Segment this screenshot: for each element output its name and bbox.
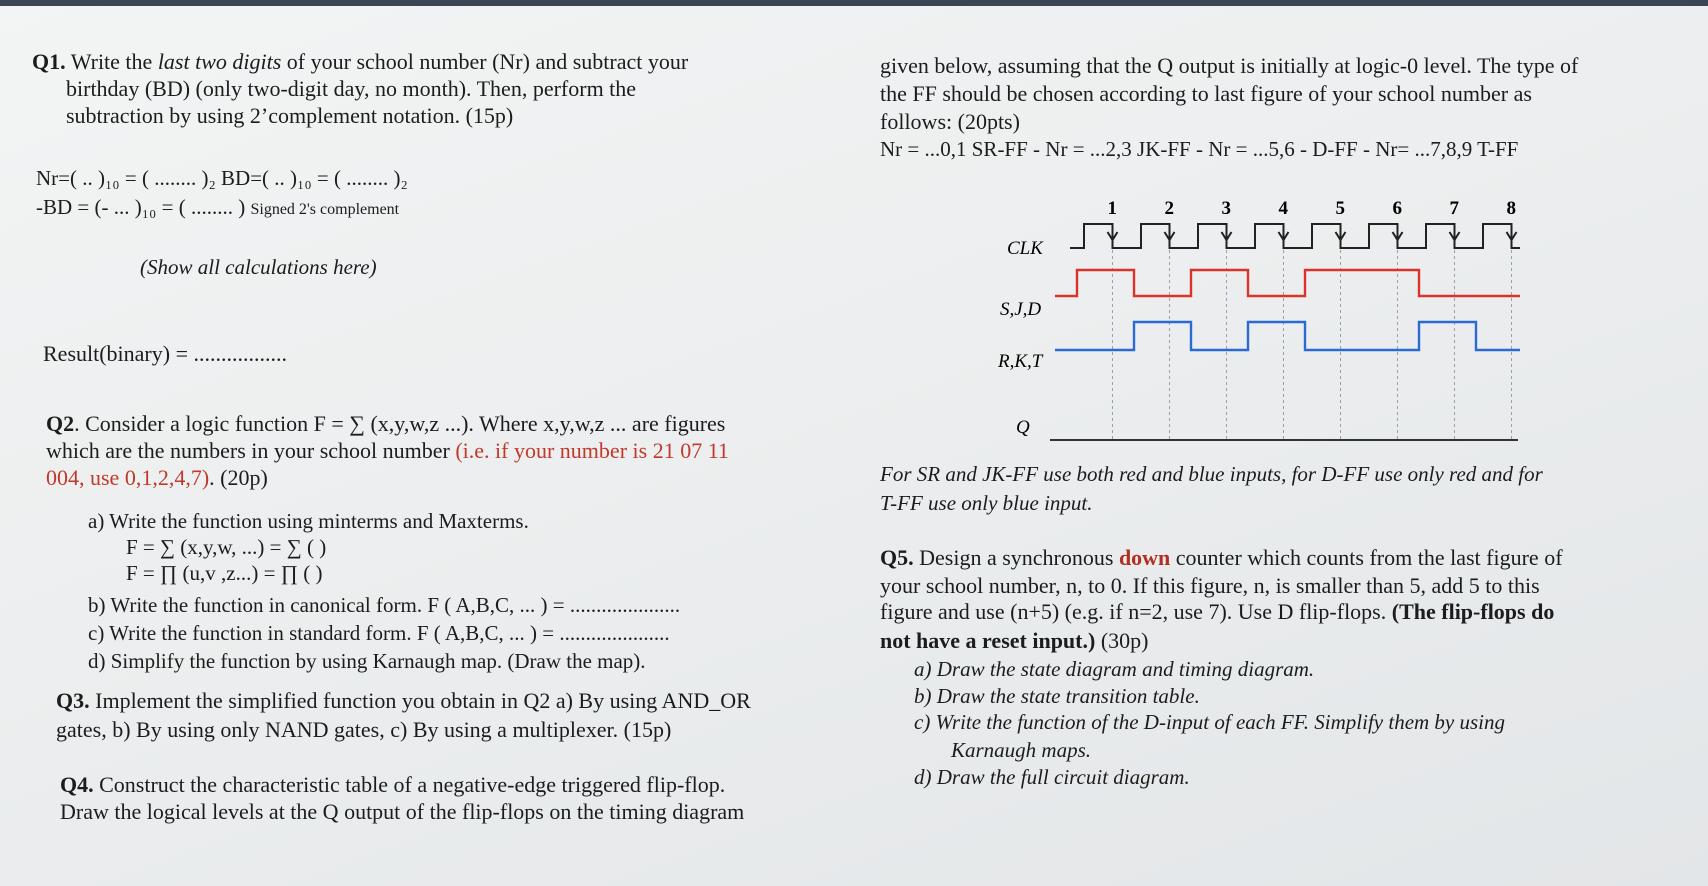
q4-label: Q4. — [60, 772, 94, 797]
q2-part-d: d) Simplify the function by using Karnaugh map. (Draw the map). — [88, 649, 646, 673]
q1-minus-bd-equation: -BD = (- ... )₁₀ = ( ........ ) Signed 2's complement — [36, 195, 400, 219]
clock-number: 5 — [1335, 200, 1345, 219]
q2-part-c: c) Write the function in standard form. F ( A,B,C, ... ) = ..................... — [88, 621, 670, 645]
q2-part-a: a) Write the function using minterms and Maxterms. — [88, 509, 529, 533]
clk-label: CLK — [1007, 238, 1043, 259]
q1-line1: Q1. Write the last two digits of your school number (Nr) and subtract your — [32, 49, 689, 74]
rkt-waveform — [1055, 322, 1520, 350]
q2-line1: Q2. Consider a logic function F = ∑ (x,y,w,z ...). Where x,y,w,z ... are figures — [46, 411, 726, 436]
timing-grid — [1113, 250, 1512, 440]
q4-line4: the FF should be chosen according to last figure of your school number as — [880, 81, 1532, 106]
q5-line1: Q5. Design a synchronous down counter which counts from the last figure of — [880, 545, 1563, 570]
q4-line5: follows: (20pts) — [880, 109, 1020, 134]
q5-part-c-cont: Karnaugh maps. — [951, 738, 1092, 762]
q1-result: Result(binary) = ................. — [43, 341, 287, 366]
signed-twos-complement-label: Signed 2's complement — [250, 201, 400, 218]
q4-line1: Q4. Construct the characteristic table of a negative-edge triggered flip-flop. — [60, 772, 726, 797]
q2-label: Q2 — [46, 411, 75, 436]
clock-number: 1 — [1107, 200, 1117, 219]
clock-number: 6 — [1392, 200, 1402, 219]
q5-part-a: a) Draw the state diagram and timing diagram. — [914, 657, 1315, 681]
q3-line2: gates, b) By using only NAND gates, c) By using a multiplexer. (15p) — [56, 717, 672, 742]
q5-line3: figure and use (n+5) (e.g. if n=2, use 7). Use D flip-flops. (The flip-flops do — [880, 599, 1555, 624]
q5-label: Q5. — [880, 545, 914, 570]
sjd-label: S,J,D — [1000, 299, 1042, 320]
clock-number: 4 — [1278, 200, 1288, 219]
q4-line2: Draw the logical levels at the Q output of the flip-flops on the timing diagram — [60, 799, 745, 824]
q3-line1: Q3. Implement the simplified function you obtain in Q2 a) By using AND_OR — [56, 688, 751, 713]
q2-maxterms: F = ∏ (u,v ,z...) = ∏ ( ) — [126, 561, 323, 585]
q1-line3: subtraction by using 2’complement notation. (15p) — [66, 103, 514, 128]
clock-number: 8 — [1506, 200, 1516, 219]
q4-note-line1: For SR and JK-FF use both red and blue inputs, for D-FF use only red and for — [880, 462, 1543, 486]
q4-note-line2: T-FF use only blue input. — [880, 491, 1093, 515]
q5-part-d: d) Draw the full circuit diagram. — [914, 765, 1190, 789]
q2-part-b: b) Write the function in canonical form. F ( A,B,C, ... ) = ..................... — [88, 593, 681, 617]
rkt-label: R,K,T — [998, 351, 1043, 372]
q1-line2: birthday (BD) (only two-digit day, no month). Then, perform the — [66, 76, 637, 101]
clock-number: 2 — [1164, 200, 1174, 219]
q4-ff-selection: Nr = ...0,1 SR-FF - Nr = ...2,3 JK-FF - Nr = ...5,6 - D-FF - Nr= ...7,8,9 T-FF — [880, 137, 1519, 161]
q3-label: Q3. — [56, 688, 90, 713]
q2-line3: 004, use 0,1,2,4,7). (20p) — [46, 465, 268, 490]
screen-top-edge — [0, 0, 1708, 6]
q5-line4: not have a reset input.) (30p) — [880, 628, 1149, 653]
q5-line2: your school number, n, to 0. If this figure, n, is smaller than 5, add 5 to this — [880, 573, 1540, 598]
sjd-waveform — [1055, 270, 1520, 296]
q1-show-calculations: (Show all calculations here) — [140, 255, 377, 279]
clock-number: 7 — [1449, 200, 1459, 219]
q1-nr-bd-equation: Nr=( .. )₁₀ = ( ........ )₂ BD=( .. )₁₀ = ( ........ )₂ — [36, 166, 408, 190]
clock-number: 3 — [1221, 200, 1231, 219]
q2-minterms: F = ∑ (x,y,w, ...) = ∑ ( ) — [126, 535, 327, 559]
q5-part-c: c) Write the function of the D-input of each FF. Simplify them by using — [914, 710, 1506, 734]
q2-line2: which are the numbers in your school number (i.e. if your number is 21 07 11 — [46, 438, 729, 463]
q1-label: Q1. — [32, 49, 66, 74]
q4-line3: given below, assuming that the Q output is initially at logic-0 level. The type of — [880, 53, 1579, 78]
timing-diagram — [980, 200, 1520, 450]
q-label: Q — [1016, 417, 1030, 438]
q5-part-b: b) Draw the state transition table. — [914, 684, 1200, 708]
